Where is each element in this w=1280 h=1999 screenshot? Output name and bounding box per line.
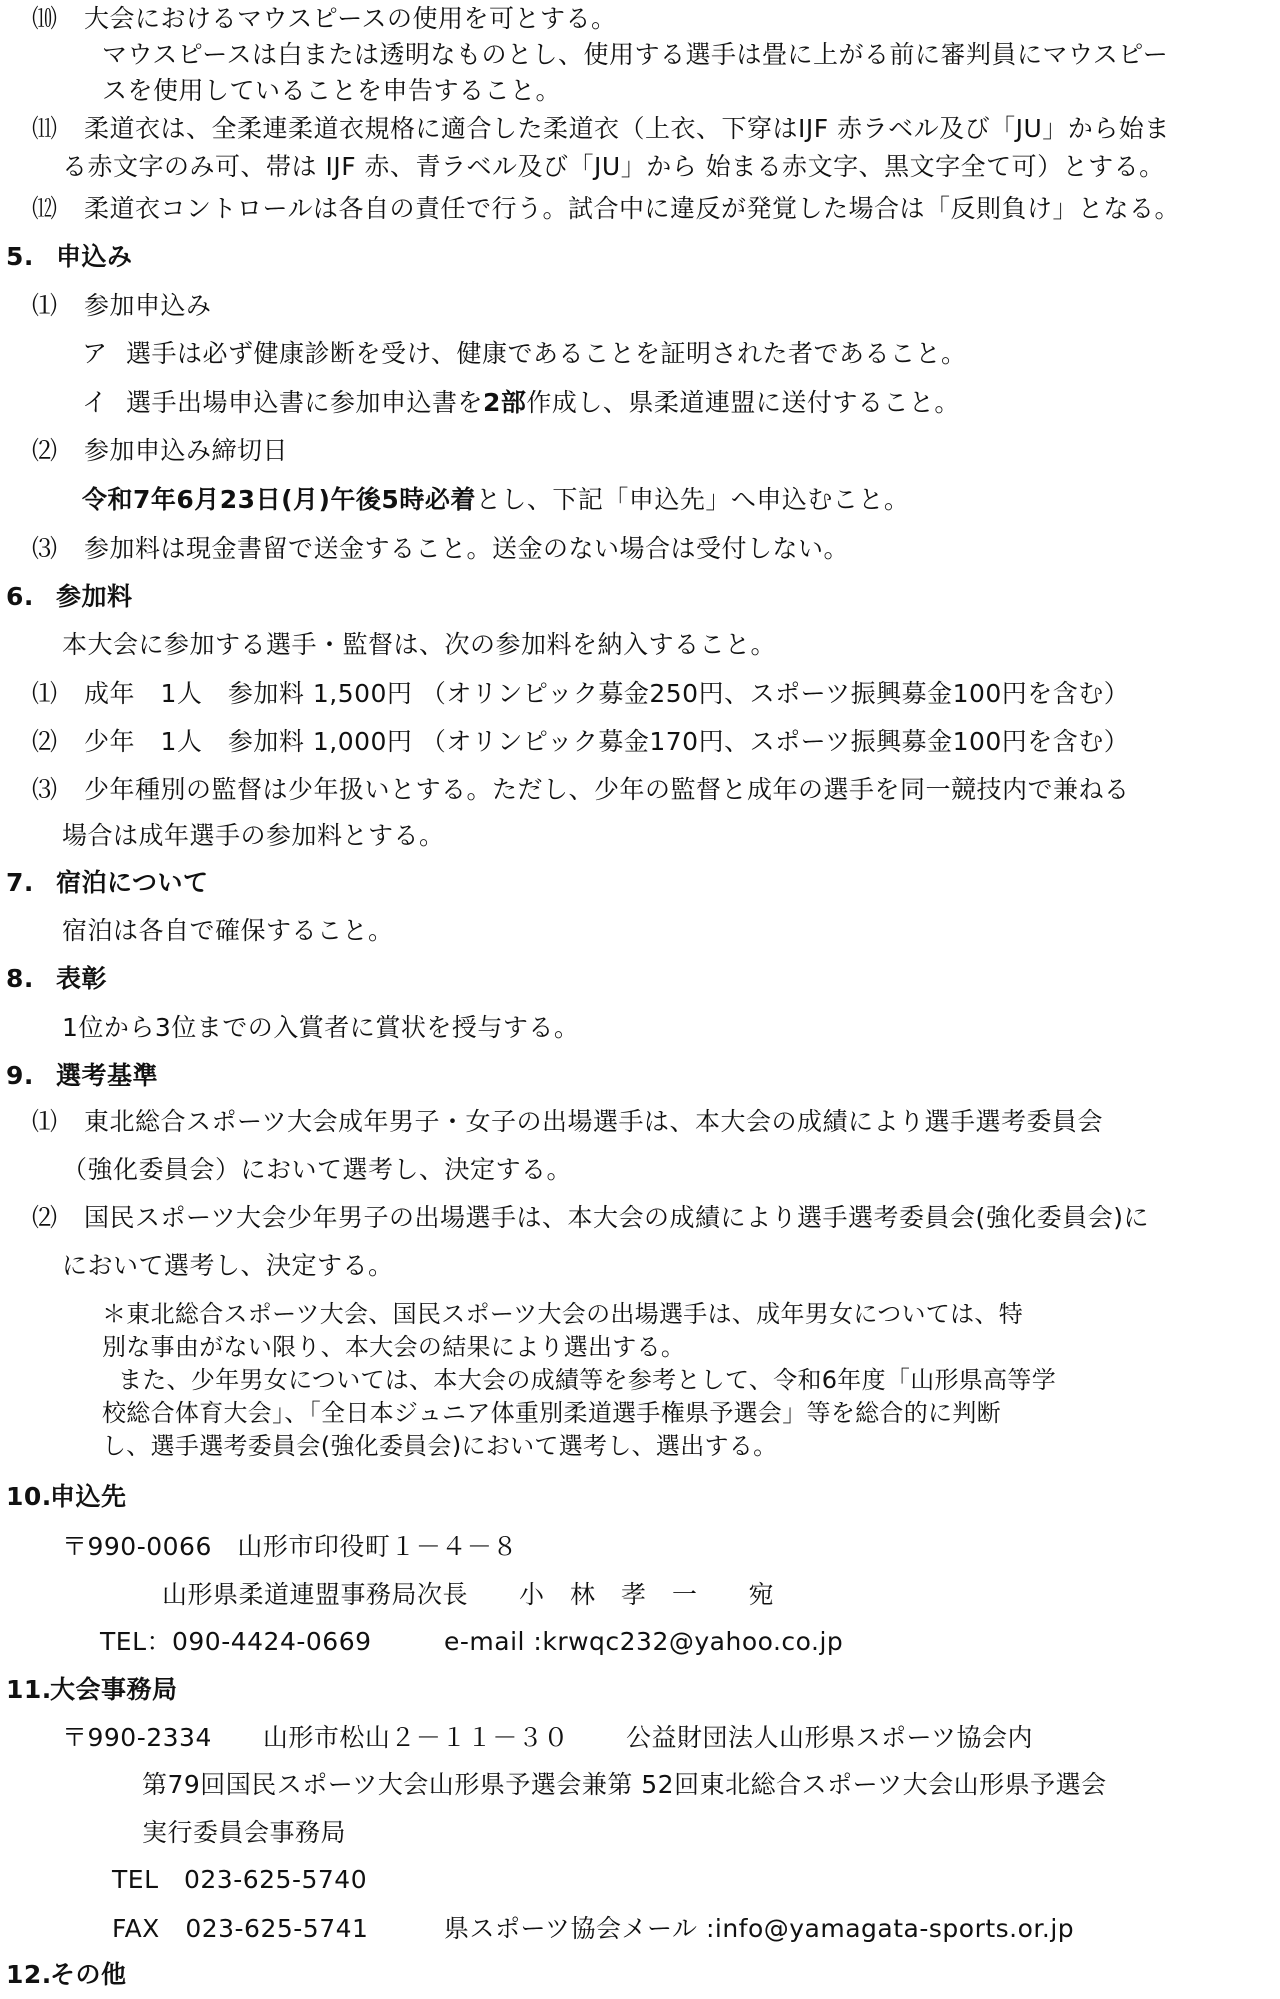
rule-12-text: 柔道衣コントロールは各自の責任で行う。試合中に違反が発覚した場合は「反則負け」となる。	[84, 194, 1181, 223]
section-5-item-1	[32, 289, 212, 323]
section-5-item-b-post: 作成し、県柔道連盟に送付すること。	[526, 388, 960, 417]
rule-12	[32, 192, 1180, 226]
section-6-heading	[6, 580, 133, 614]
section-5-item-2	[32, 434, 288, 468]
section-6-item-2-number: ⑵	[32, 727, 58, 756]
section-7-text: 宿泊は各自で確保すること。	[62, 916, 394, 945]
section-6-item-2-text: 少年 1人 参加料 1,000円 （オリンピック募金170円、スポーツ振興募金100円を含む）	[84, 727, 1130, 756]
section-11-committee-line1: 第79回国民スポーツ大会山形県予選会兼第 52回東北総合スポーツ大会山形県予選会	[142, 1770, 1107, 1799]
section-5-item-1-number: ⑴	[32, 291, 58, 320]
section-11-address: 〒990-2334 山形市松山２－１１－３０	[62, 1723, 569, 1752]
rule-11	[32, 112, 1170, 146]
section-9-item-2-text: 国民スポーツ大会少年男子の出場選手は、本大会の成績により選手選考委員会(強化委員会)に	[84, 1203, 1150, 1232]
section-9-item-2	[32, 1201, 1149, 1235]
section-7-title: 宿泊について	[56, 868, 209, 897]
section-5-item-3	[32, 532, 849, 566]
section-7-heading	[6, 866, 209, 900]
section-6-item-1-text: 成年 1人 参加料 1,500円 （オリンピック募金250円、スポーツ振興募金100円を含む）	[84, 679, 1130, 708]
section-6-number: 6.	[6, 582, 34, 611]
section-9-heading	[6, 1059, 158, 1093]
section-6-intro: 本大会に参加する選手・監督は、次の参加料を納入すること。	[62, 630, 777, 659]
section-11-title: 大会事務局	[50, 1675, 178, 1704]
section-10-heading	[6, 1480, 127, 1514]
section-5-item-b-copies: 2部	[483, 388, 527, 417]
section-10-title: 申込先	[50, 1482, 127, 1511]
section-6-item-1-number: ⑴	[32, 679, 58, 708]
section-9-note-line3: また、少年男女については、本大会の成績等を参考として、令和6年度「山形県高等学	[118, 1366, 1057, 1394]
section-5-item-a-text: 選手は必ず健康診断を受け、健康であることを証明された者であること。	[126, 339, 967, 368]
rule-12-number: ⑿	[32, 194, 58, 223]
section-6-item-3-text: 少年種別の監督は少年扱いとする。ただし、少年の監督と成年の選手を同一競技内で兼ねる	[84, 775, 1130, 804]
rule-10-line3: スを使用していることを申告すること。	[102, 76, 562, 105]
section-11-fax: FAX 023-625-5741	[112, 1914, 369, 1943]
section-10-email: e-mail :krwqc232@yahoo.co.jp	[444, 1627, 844, 1656]
section-5-title: 申込み	[56, 242, 133, 271]
section-9-note-line2: 別な事由がない限り、本大会の結果により選出する。	[102, 1333, 686, 1361]
section-5-deadline	[82, 483, 909, 517]
section-10-number: 10.	[6, 1482, 52, 1511]
section-11-heading	[6, 1673, 178, 1707]
section-5-heading	[6, 240, 133, 274]
section-11-email: 県スポーツ協会メール :info@yamagata-sports.or.jp	[444, 1914, 1075, 1943]
rule-10-number: ⑽	[32, 4, 58, 33]
section-9-item-1	[32, 1105, 1103, 1139]
section-6-item-1	[32, 677, 1129, 711]
section-6-item-2	[32, 725, 1129, 759]
section-5-item-2-number: ⑵	[32, 436, 58, 465]
section-5-item-3-number: ⑶	[32, 534, 58, 563]
section-5-item-3-text: 参加料は現金書留で送金すること。送金のない場合は受付しない。	[84, 534, 850, 563]
rule-10	[32, 2, 617, 36]
section-9-item-1-number: ⑴	[32, 1107, 58, 1136]
section-9-number: 9.	[6, 1061, 34, 1090]
section-5-item-1-text: 参加申込み	[84, 291, 212, 320]
section-6-item-3	[32, 773, 1130, 807]
section-9-note-line5: し、選手選考委員会(強化委員会)において選考し、選出する。	[102, 1432, 778, 1460]
section-10-tel: TEL：090-4424-0669	[100, 1627, 372, 1656]
section-12-title: その他	[50, 1960, 127, 1989]
section-6-title: 参加料	[56, 582, 133, 611]
section-11-tel: TEL 023-625-5740	[112, 1865, 368, 1894]
section-12-number: 12.	[6, 1960, 52, 1989]
section-9-item-1-text: 東北総合スポーツ大会成年男子・女子の出場選手は、本大会の成績により選手選考委員会	[84, 1107, 1104, 1136]
section-9-item-2-number: ⑵	[32, 1203, 58, 1232]
section-6-item-3-line2: 場合は成年選手の参加料とする。	[62, 821, 445, 850]
section-8-text: 1位から3位までの入賞者に賞状を授与する。	[62, 1013, 580, 1042]
section-8-heading	[6, 962, 107, 996]
rule-11-text: 柔道衣は、全柔連柔道衣規格に適合した柔道衣（上衣、下穿はIJF 赤ラベル及び「JU」から始ま	[84, 114, 1170, 143]
section-9-item-2-line2: において選考し、決定する。	[62, 1251, 394, 1280]
rule-11-number: ⑾	[32, 114, 58, 143]
section-11-number: 11.	[6, 1675, 52, 1704]
rule-10-line2: マウスピースは白または透明なものとし、使用する選手は畳に上がる前に審判員にマウスピー	[102, 40, 1169, 69]
section-10-recipient: 山形県柔道連盟事務局次長 小 林 孝 一 宛	[162, 1580, 775, 1609]
section-9-title: 選考基準	[56, 1061, 159, 1090]
section-7-number: 7.	[6, 868, 34, 897]
section-5-item-2-text: 参加申込み締切日	[84, 436, 289, 465]
section-5-item-a	[82, 337, 967, 371]
section-9-item-1-line2: （強化委員会）において選考し、決定する。	[62, 1155, 573, 1184]
section-5-item-b	[82, 386, 960, 420]
section-5-item-b-mark: イ	[82, 388, 108, 417]
section-11-organization: 公益財団法人山形県スポーツ協会内	[626, 1723, 1034, 1752]
section-5-deadline-date: 令和7年6月23日(月)午後5時必着	[82, 485, 476, 514]
rule-10-text: 大会におけるマウスピースの使用を可とする。	[84, 4, 617, 33]
section-9-note-line1: ＊東北総合スポーツ大会、国民スポーツ大会の出場選手は、成年男女については、特	[102, 1300, 1023, 1328]
section-10-address: 〒990-0066 山形市印役町１－４－８	[62, 1532, 518, 1561]
section-5-deadline-rest: とし、下記「申込先」へ申込むこと。	[475, 485, 910, 514]
section-5-item-a-mark: ア	[82, 339, 108, 368]
section-5-item-b-pre: 選手出場申込書に参加申込書を	[126, 388, 484, 417]
section-9-note-line4: 校総合体育大会」、「全日本ジュニア体重別柔道選手権県予選会」等を総合的に判断	[102, 1399, 1001, 1427]
section-11-committee-line2: 実行委員会事務局	[142, 1818, 347, 1847]
section-8-number: 8.	[6, 964, 34, 993]
rule-11-line2: る赤文字のみ可、帯は IJF 赤、青ラベル及び「JU」から 始まる赤文字、黒文字全て可）とする。	[62, 152, 1165, 181]
section-6-item-3-number: ⑶	[32, 775, 58, 804]
section-8-title: 表彰	[56, 964, 108, 993]
section-12-heading	[6, 1958, 127, 1992]
section-5-number: 5.	[6, 242, 34, 271]
